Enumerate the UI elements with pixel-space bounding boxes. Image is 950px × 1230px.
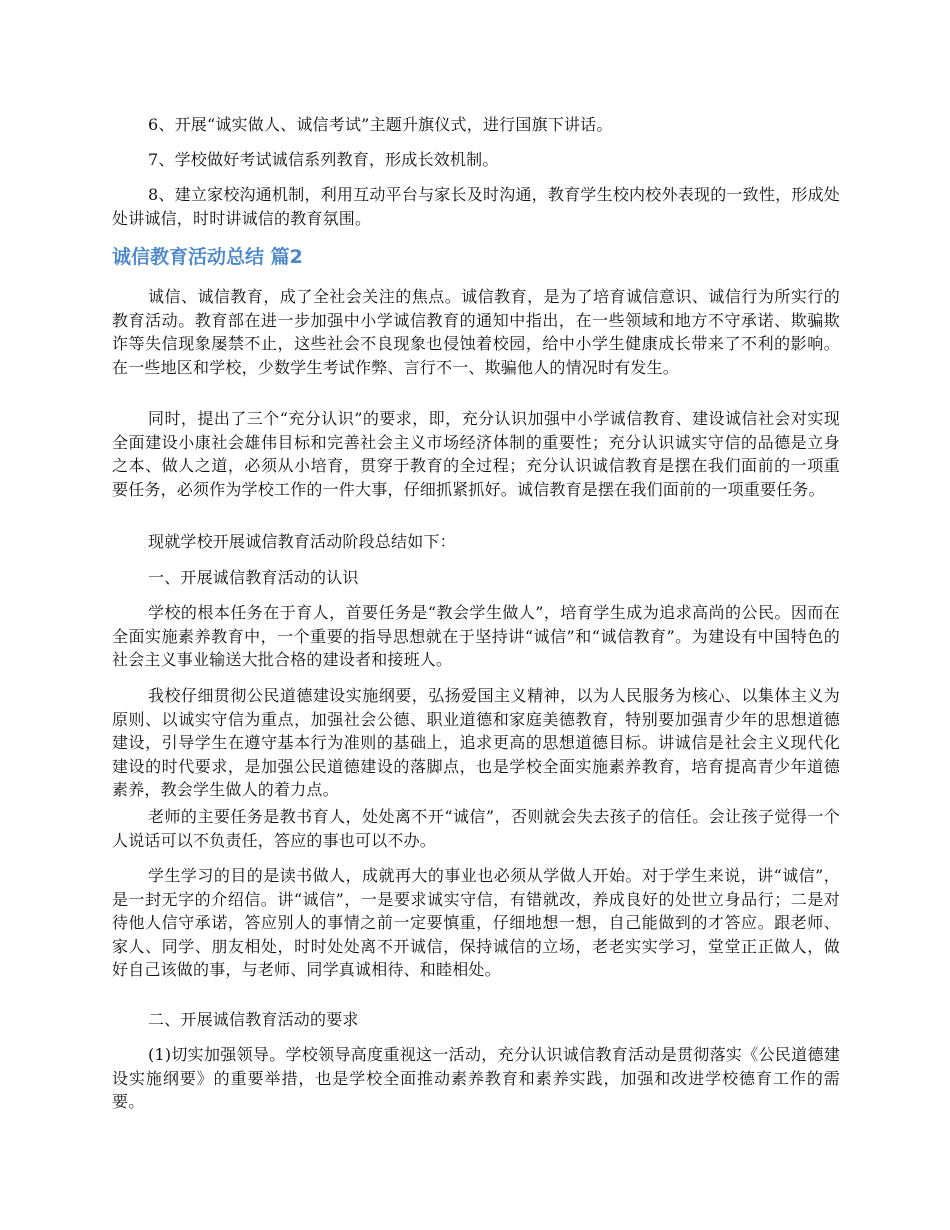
paragraph-moral-construction: 我校仔细贯彻公民道德建设实施纲要，弘扬爱国主义精神，以为人民服务为核心、以集体主义为原则、以诚实守信为重点，加强社会公德、职业道德和家庭美德教育，特别要加强青少年的思想道德建设，引导学生在遵守基本行为准则的基础上，追求更高的思想道德目标。讲诚信是社会主义现代化建设的时代要求，是加强公民道德建设的落脚点，也是学校全面实施素养教育，培育提高青少年道德素养，教会学生做人的着力点。 — [112, 686, 840, 799]
paragraph-focus: 诚信、诚信教育，成了全社会关注的焦点。诚信教育，是为了培育诚信意识、诚信行为所实行的教育活动。教育部在进一步加强中小学诚信教育的通知中指出，在一些领域和地方不守承诺、欺骗欺诈等失信现象屡禁不止，这些社会不良现象也侵蚀着校园，给中小学生健康成长带来了不利的影响。在一些地区和学校，少数学生考试作弊、言行不一、欺骗他人的情况时有发生。 — [112, 287, 840, 377]
list-item-7: 7、学校做好考试诚信系列教育，形成长效机制。 — [148, 150, 499, 169]
paragraph-student-learning: 学生学习的目的是读书做人，成就再大的事业也必须从学做人开始。对于学生来说，讲“诚信”，是一封无字的介绍信。讲“诚信”，一是要求诚实守信，有错就改，养成良好的处世立身品行；二是对待他人信守承诺，答应别人的事情之前一定要慎重，仔细地想一想，自己能做到的才答应。跟老师、家人、同学、朋友相处，时时处处离不开诚信，保持诚信的立场，老老实实学习，堂堂正正做人，做好自己该做的事，与老师、同学真诚相待、和睦相处。 — [112, 866, 840, 979]
list-item-6: 6、开展“诚实做人、诚信考试”主题升旗仪式，进行国旗下讲话。 — [148, 115, 613, 134]
paragraph-three-recognitions: 同时，提出了三个“充分认识”的要求，即，充分认识加强中小学诚信教育、建设诚信社会对实现全面建设小康社会雄伟目标和完善社会主义市场经济体制的重要性；充分认识诚实守信的品德是立身之本、做人之道，必须从小培育，贯穿于教育的全过程；充分认识诚信教育是摆在我们面前的一项重要任务，必须作为学校工作的一件大事，仔细抓紧抓好。诚信教育是摆在我们面前的一项重要任务。 — [112, 409, 840, 499]
section-title: 诚信教育活动总结 篇2 — [112, 246, 303, 268]
paragraph-leadership: (1)切实加强领导。学校领导高度重视这一活动，充分认识诚信教育活动是贯彻落实《公民道德建设实施纲要》的重要举措，也是学校全面推动素养教育和素养实践，加强和改进学校德育工作的需要。 — [112, 1045, 840, 1111]
paragraph-summary-intro: 现就学校开展诚信教育活动阶段总结如下： — [148, 532, 456, 551]
list-item-8: 8、建立家校沟通机制，利用互动平台与家长及时沟通，教育学生校内校外表现的一致性，形成处处讲诚信，时时讲诚信的教育氛围。 — [112, 185, 840, 228]
subheading-requirements: 二、开展诚信教育活动的要求 — [148, 1010, 359, 1029]
subheading-recognition: 一、开展诚信教育活动的认识 — [148, 568, 359, 587]
paragraph-teacher-task: 老师的主要任务是教书育人，处处离不开“诚信”，否则就会失去孩子的信任。会让孩子觉得一个人说话可以不负责任，答应的事也可以不办。 — [112, 807, 840, 850]
paragraph-school-task: 学校的根本任务在于育人，首要任务是“教会学生做人”，培育学生成为追求高尚的公民。因而在全面实施素养教育中，一个重要的指导思想就在于坚持讲“诚信”和“诚信教育”。为建设有中国特色的社会主义事业输送大批合格的建设者和接班人。 — [112, 603, 840, 669]
